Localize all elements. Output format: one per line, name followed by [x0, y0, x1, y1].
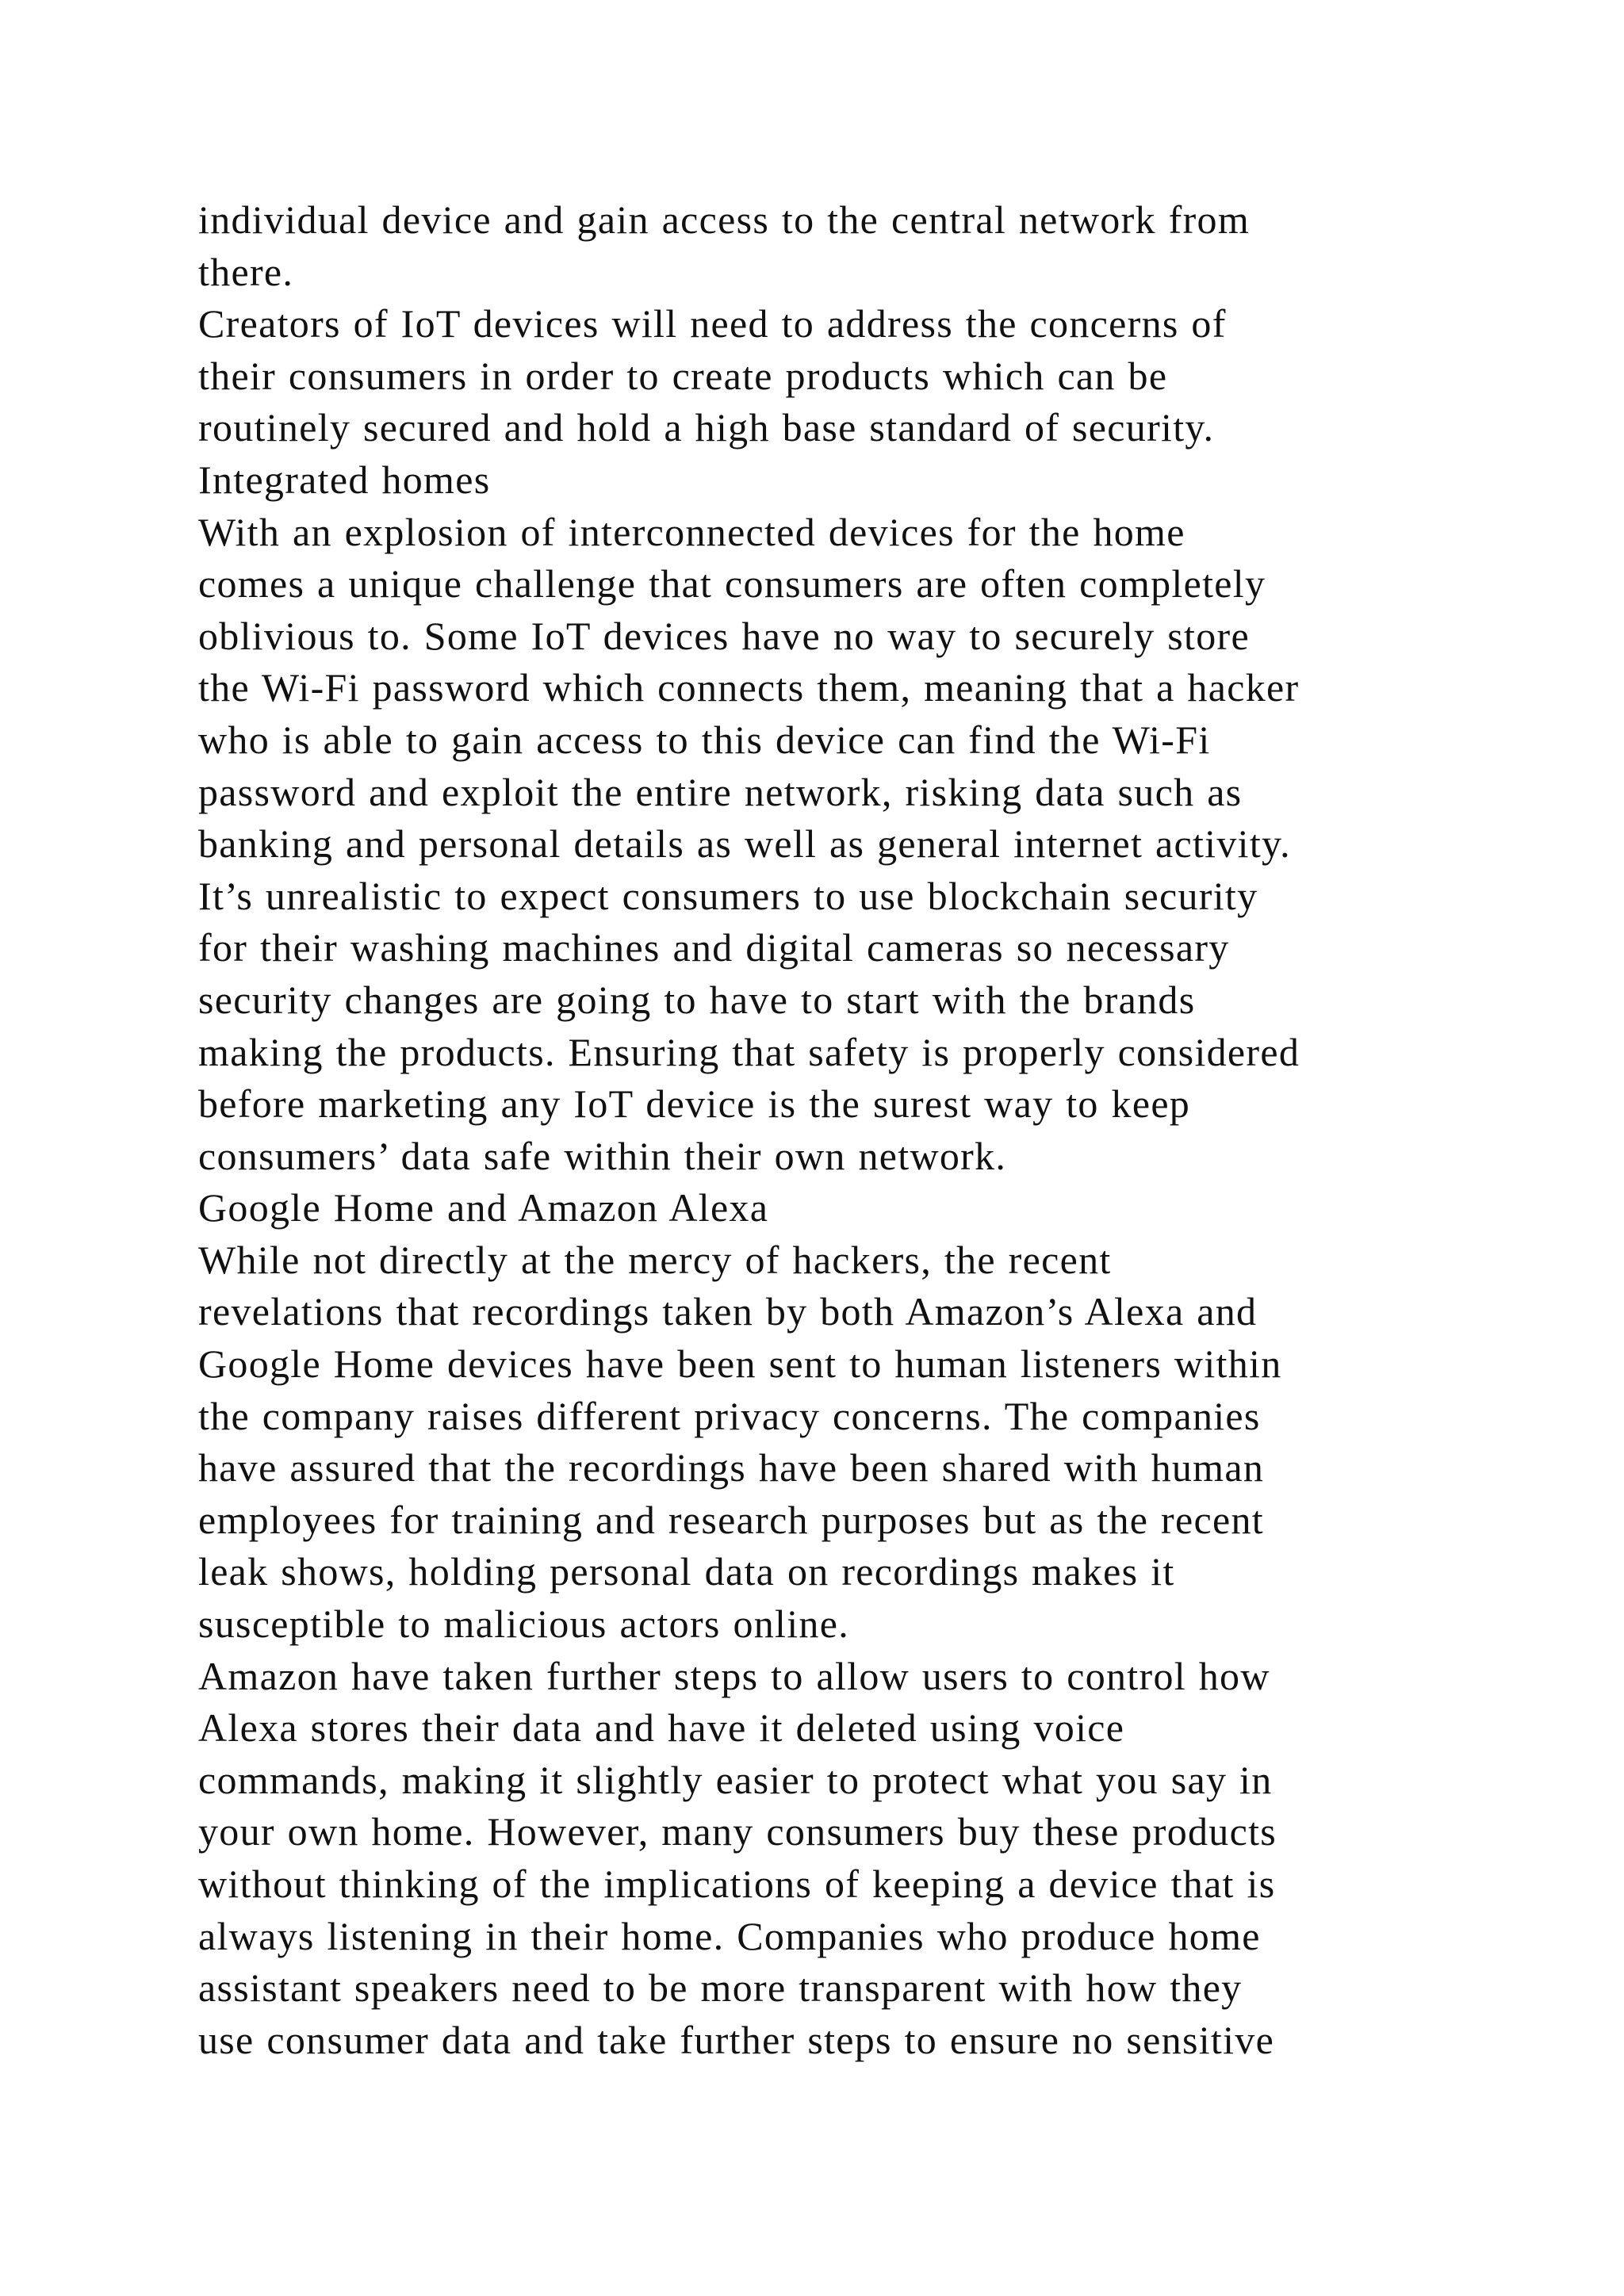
text-line: susceptible to malicious actors online.	[198, 1601, 850, 1647]
text-line: It’s unrealistic to expect consumers to use blockchain security	[198, 873, 1258, 918]
text-line: While not directly at the mercy of hackers, the recent	[198, 1237, 1112, 1282]
text-line: commands, making it slightly easier to protect what you say in	[198, 1757, 1273, 1802]
text-line: employees for training and research purposes but as the recent	[198, 1497, 1264, 1542]
text-line: making the products. Ensuring that safety is properly considered	[198, 1029, 1300, 1074]
text-line: With an explosion of interconnected devices for the home	[198, 509, 1185, 554]
text-line: Alexa stores their data and have it deleted using voice	[198, 1705, 1125, 1751]
text-line: comes a unique challenge that consumers are often completely	[198, 561, 1266, 607]
text-line: leak shows, holding personal data on recordings makes it	[198, 1549, 1175, 1594]
section-heading: Integrated homes	[198, 457, 491, 502]
text-line: for their washing machines and digital cameras so necessary	[198, 925, 1230, 970]
text-line: banking and personal details as well as general internet activity.	[198, 821, 1291, 867]
text-line: their consumers in order to create products which can be	[198, 353, 1168, 398]
text-line: security changes are going to have to start with the brands	[198, 977, 1196, 1022]
text-line: before marketing any IoT device is the surest way to keep	[198, 1081, 1191, 1127]
text-line: oblivious to. Some IoT devices have no way to securely store	[198, 613, 1250, 658]
text-line: always listening in their home. Companies who produce home	[198, 1913, 1261, 1958]
text-line: have assured that the recordings have been shared with human	[198, 1445, 1265, 1490]
text-line: the company raises different privacy concerns. The companies	[198, 1393, 1261, 1438]
text-line: consumers’ data safe within their own network.	[198, 1133, 1007, 1178]
document-text	[198, 194, 1467, 2066]
text-line: Amazon have taken further steps to allow users to control how	[198, 1653, 1270, 1698]
text-line: Google Home devices have been sent to human listeners within	[198, 1341, 1282, 1387]
section-heading: Google Home and Amazon Alexa	[198, 1185, 769, 1230]
text-line: assistant speakers need to be more transparent with how they	[198, 1965, 1243, 2011]
text-line: use consumer data and take further steps to ensure no sensitive	[198, 2017, 1275, 2062]
text-line: password and exploit the entire network, risking data such as	[198, 769, 1243, 814]
text-line: routinely secured and hold a high base standard of security.	[198, 405, 1215, 450]
text-line: revelations that recordings taken by both Amazon’s Alexa and	[198, 1289, 1258, 1334]
text-line: there.	[198, 249, 294, 294]
text-line: the Wi-Fi password which connects them, meaning that a hacker	[198, 665, 1300, 710]
text-line: individual device and gain access to the central network from	[198, 197, 1251, 242]
text-line: who is able to gain access to this device can find the Wi-Fi	[198, 717, 1211, 762]
text-line: Creators of IoT devices will need to address the concerns of	[198, 301, 1227, 346]
text-line: your own home. However, many consumers buy these products	[198, 1809, 1277, 1854]
text-line: without thinking of the implications of keeping a device that is	[198, 1862, 1276, 1906]
